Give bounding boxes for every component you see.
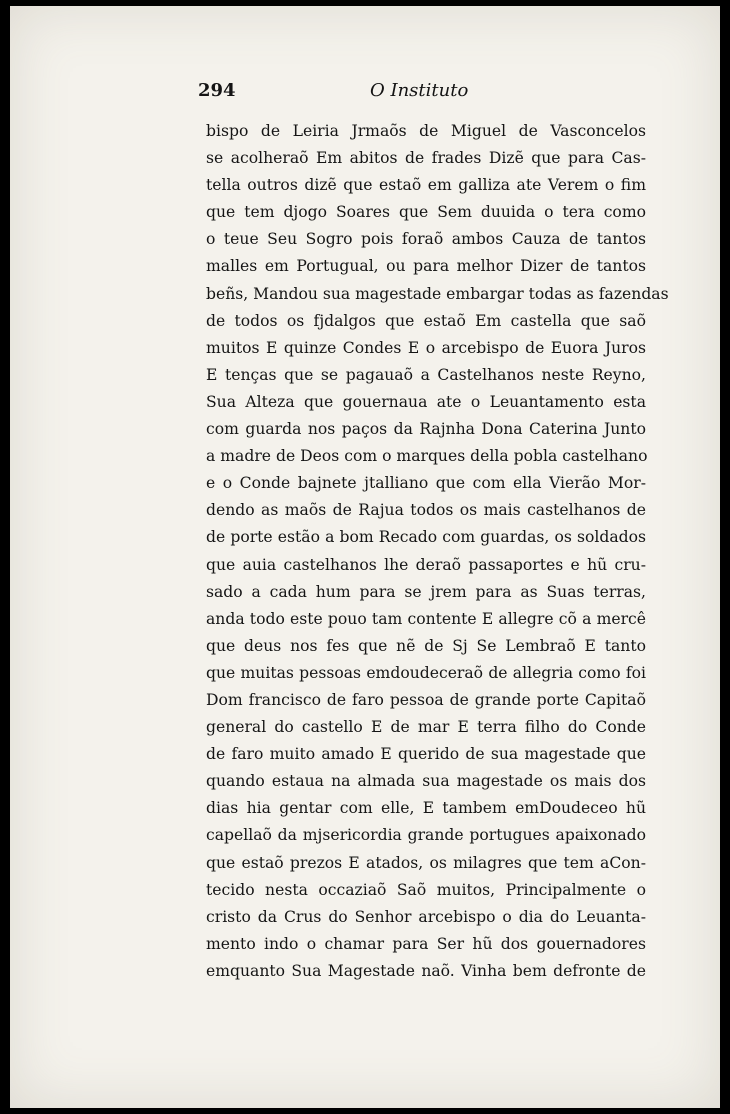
text-line: emquanto Sua Magestade naõ. Vinha bem defronte de xyxy=(206,961,646,980)
text-line: o teue Seu Sogro pois foraõ ambos Cauza de tantos xyxy=(206,230,646,249)
document-page xyxy=(10,6,720,1108)
text-line: general do castello E de mar E terra filho do Conde xyxy=(206,718,646,737)
text-line: muitos E quinze Condes E o arcebispo de Euora Juros xyxy=(206,338,646,357)
page-header xyxy=(10,74,720,104)
text-line: de faro muito amado E querido de sua magestade que xyxy=(206,745,646,764)
text-line: e o Conde bajnete jtalliano que com ella Vierão Mor- xyxy=(206,474,646,493)
text-line: tella outros dizẽ que estaõ em galliza ate Verem o fim xyxy=(206,176,646,195)
text-line: beñs, Mandou sua magestade embargar todas as fazendas xyxy=(206,284,669,303)
text-line: a madre de Deos com o marques della pobla castelhano xyxy=(206,447,648,466)
page-number: 294 xyxy=(198,80,236,101)
text-line: tecido nesta occaziaõ Saõ muitos, Principalmente o xyxy=(206,880,646,899)
text-line: bispo de Leiria Jrmaõs de Miguel de Vasconcelos xyxy=(206,122,646,140)
text-line: se acolheraõ Em abitos de frades Dizẽ que para Cas- xyxy=(206,149,646,168)
text-line: anda todo este pouo tam contente E allegre cõ a mercê xyxy=(206,609,646,628)
text-line: que auia castelhanos lhe deraõ passaportes e hũ cru- xyxy=(206,555,646,574)
body-text xyxy=(206,118,669,985)
text-line: que deus nos fes que nẽ de Sj Se Lembraõ E tanto xyxy=(206,636,646,655)
text-line: dendo as maõs de Rajua todos os mais castelhanos de xyxy=(206,501,646,520)
text-line: com guarda nos paços da Rajnha Dona Caterina Junto xyxy=(206,420,646,439)
text-line: E tenças que se pagauaõ a Castelhanos neste Reyno, xyxy=(206,365,646,384)
text-line: Sua Alteza que gouernaua ate o Leuantamento esta xyxy=(206,392,646,411)
text-line: que tem djogo Soares que Sem duuida o tera como xyxy=(206,203,646,222)
text-line: mento indo o chamar para Ser hũ dos gouernadores xyxy=(206,934,646,953)
text-line: capellaõ da mjsericordia grande portugues apaixonado xyxy=(206,826,646,845)
running-title: O Instituto xyxy=(370,80,469,101)
text-line: que estaõ prezos E atados, os milagres que tem aCon- xyxy=(206,853,646,872)
text-line: malles em Portugual, ou para melhor Dizer de tantos xyxy=(206,257,646,276)
text-line: sado a cada hum para se jrem para as Suas terras, xyxy=(206,582,646,601)
text-line: Dom francisco de faro pessoa de grande porte Capitaõ xyxy=(206,690,646,709)
text-line: de porte estão a bom Recado com guardas, os soldados xyxy=(206,528,646,547)
text-line: de todos os fjdalgos que estaõ Em castella que saõ xyxy=(206,311,646,330)
text-line: cristo da Crus do Senhor arcebispo o dia do Leuanta- xyxy=(206,907,646,926)
text-line: dias hia gentar com elle, E tambem emDoudeceo hũ xyxy=(206,799,646,818)
text-line: quando estaua na almada sua magestade os mais dos xyxy=(206,772,646,791)
text-line: que muitas pessoas emdoudeceraõ de allegria como foi xyxy=(206,663,646,682)
